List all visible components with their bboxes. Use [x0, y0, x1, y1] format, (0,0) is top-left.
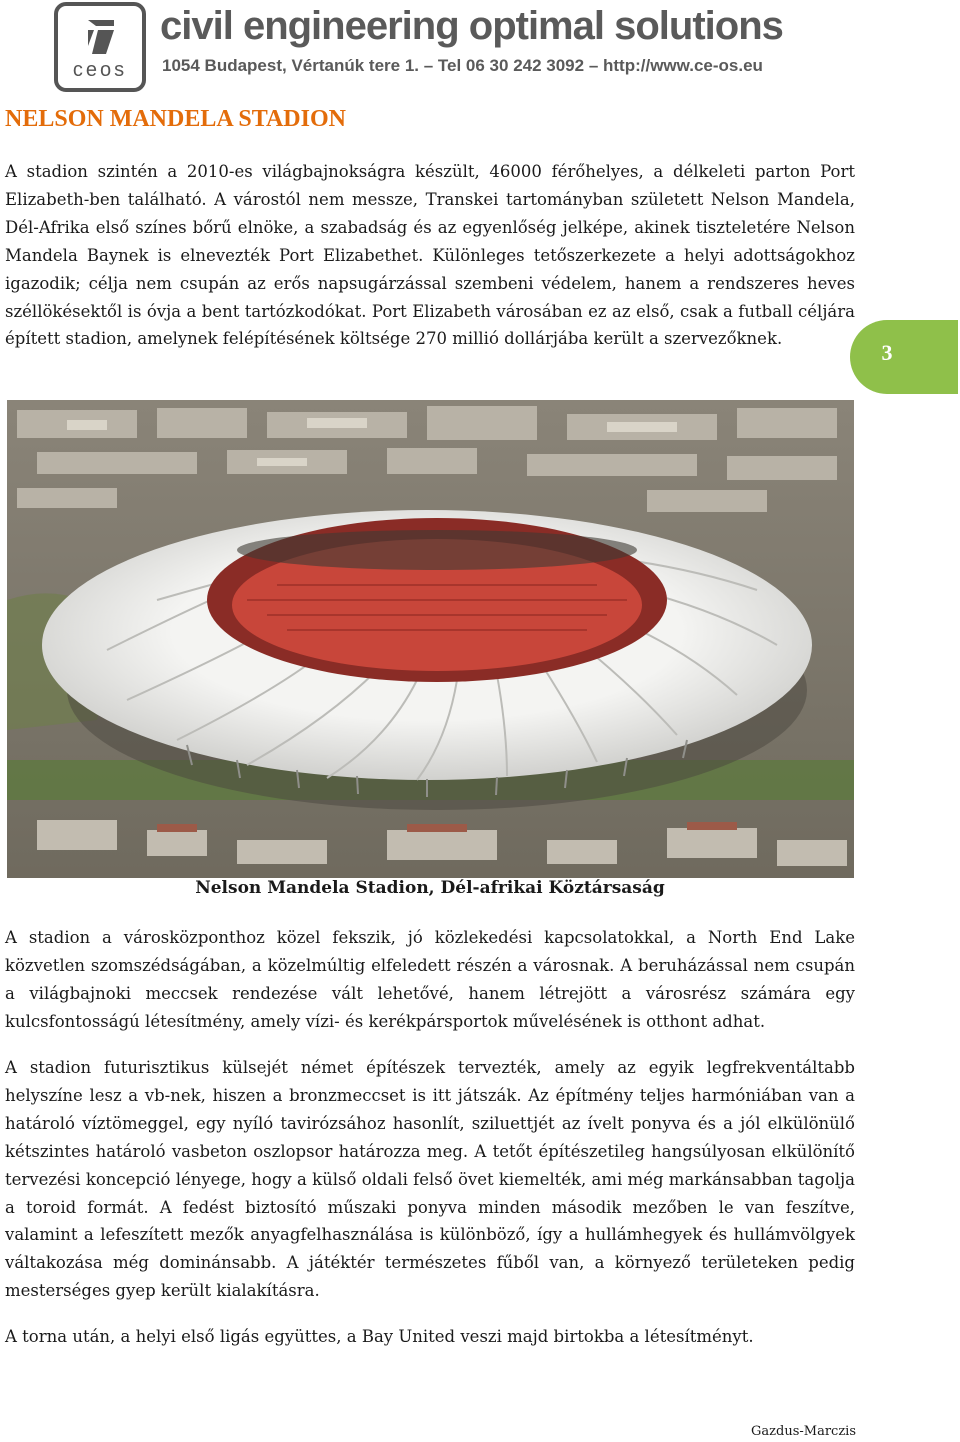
- page-header: [0, 0, 960, 100]
- photo-caption: Nelson Mandela Stadion, Dél-afrikai Köztársaság: [195, 878, 665, 898]
- section-title: NELSON MANDELA STADION: [5, 106, 346, 132]
- company-logo: [54, 2, 146, 92]
- paragraph-location: A stadion a városközponthoz közel fekszik, jó közlekedési kapcsolatokkal, a North End Lake közvetlen szomszédságában, a közelmúltig elfeledett részén a városnak. A beruházással nem csupán a világbajnoki meccsek rendezése vált lehetővé, hanem létrejött a városrész számára egy kulcsfontosságú létesítmény, amely vízi- és kerékpársportok művelésének is otthont adhat.: [5, 928, 855, 1031]
- paragraph-intro: A stadion szintén a 2010-es világbajnokságra készült, 46000 férőhelyes, a délkeleti parton Port Elizabeth-ben található. A várostól nem messze, Transkei tartományban született Nelson Mandela, Dél-Afrika első színes bőrű elnöke, a szabadság és az egyenlőség jelképe, akinek tiszteletére Nelson Mandela Baynek is elnevezték Port Elizabethet. Különleges tetőszerkezete a helyi adottságokhoz igazodik; célja nem csupán az erős napsugárzással szembeni védelem, hanem a rendszeres heves széllökésektől is óvja a bent tartózkodókat. Port Elizabeth városában ez az első, csak a futball céljára épített stadion, amelynek felépítésének költsége 270 millió dollárjába került a szervezőknek.: [5, 162, 855, 349]
- page-number: 3: [881, 340, 893, 365]
- paragraph-after-tournament: A torna után, a helyi első ligás együttes, a Bay United veszi majd birtokba a létesítményt.: [5, 1327, 754, 1346]
- company-contact: 1054 Budapest, Vértanúk tere 1. – Tel 06 30 242 3092 – http://www.ce-os.eu: [162, 56, 763, 75]
- stadium-photo: [7, 400, 854, 878]
- stadium-illustration: [7, 400, 854, 878]
- logo-text: ceos: [72, 59, 128, 81]
- footer-author: Gazdus-Marczis: [751, 1424, 856, 1439]
- company-name: civil engineering optimal solutions: [160, 4, 783, 48]
- paragraph-design: A stadion futurisztikus külsejét német építészek tervezték, amely az egyik legfrekventáltabb helyszíne lesz a vb-nek, hiszen a bronzmeccset is itt játszák. Az építmény teljes harmóniában van a határoló víztömeggel, egy nyíló tavirózsához hasonlít, sziluettjét az ívelt ponyva és a jól elkülönülő kétszintes határoló vasbeton oszlopsor határozza meg. A tetőt építészetileg hangsúlyosan elkülönítő tervezési koncepció lényege, hogy a külső oldali felső övet kiemelték, ami még markánsabban tagolja a toroid formát. A fedést biztosító műszaki ponyva minden második mezőben le van feszítve, valamint a lefeszített mezők anyagfelhasználása is különböző, így a hullámhegyek és hullámvölgyek váltakozása még dominánsabb. A játéktér természetes fűből van, a környező területeken pedig mesterséges gyep került kialakításra.: [5, 1058, 855, 1301]
- page-number-badge: [850, 320, 958, 394]
- logo-mark-icon: [84, 16, 118, 56]
